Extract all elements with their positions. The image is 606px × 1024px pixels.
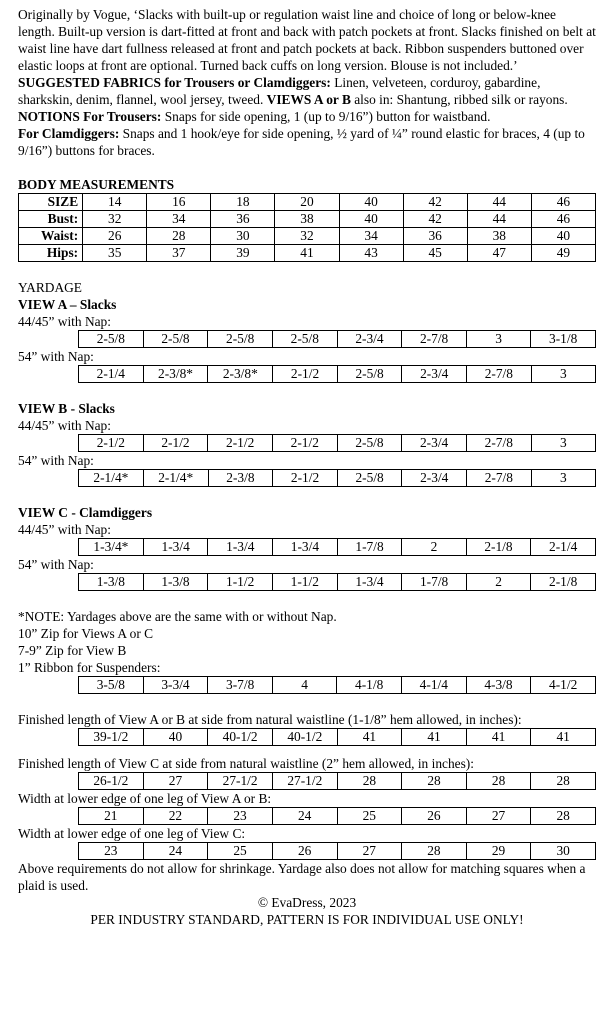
yardage-cell: 2 <box>402 539 466 556</box>
yardage-cell: 2-3/4 <box>337 331 402 348</box>
fabrics-label: SUGGESTED FABRICS for Trousers or Clamdiggers: <box>18 75 331 90</box>
yardage-cell: 28 <box>466 773 531 790</box>
body-measurements-title: BODY MEASUREMENTS <box>18 177 175 192</box>
body-measurements-cell: 18 <box>211 194 275 211</box>
yardage-cell: 1-7/8 <box>402 574 467 591</box>
zip-views-a-c: 10” Zip for Views A or C <box>18 626 154 641</box>
yardage-cell: 2-1/2 <box>273 366 338 383</box>
yardage-cell: 2-1/2 <box>272 435 337 452</box>
width-ab-table <box>78 807 596 825</box>
yardage-cell: 4-1/8 <box>337 677 402 694</box>
body-measurements-cell: 43 <box>339 245 403 262</box>
body-measurements-cell: 42 <box>403 194 467 211</box>
body-measurements-table <box>18 193 596 262</box>
body-measurements-cell: 36 <box>211 211 275 228</box>
yardage-cell: 27-1/2 <box>272 773 337 790</box>
yardage-row <box>79 470 596 487</box>
yardage-cell: 26 <box>402 808 467 825</box>
yardage-cell: 2-1/8 <box>531 574 596 591</box>
yardage-row <box>79 435 596 452</box>
notions-text: Snaps for side opening, 1 (up to 9/16”) button for waistband. <box>161 109 491 124</box>
body-measurements-row-label: SIZE <box>19 194 83 211</box>
body-measurements-cell: 46 <box>531 211 595 228</box>
yardage-title: YARDAGE <box>18 280 82 295</box>
yardage-cell: 2-7/8 <box>467 470 532 487</box>
body-measurements-cell: 40 <box>339 211 403 228</box>
yardage-cell: 41 <box>531 729 596 746</box>
yardage-cell: 26-1/2 <box>79 773 144 790</box>
yardage-cell: 2-1/4 <box>531 539 596 556</box>
finished-length-c-table <box>78 772 596 790</box>
body-measurements-cell: 44 <box>467 211 531 228</box>
body-measurements-cell: 45 <box>403 245 467 262</box>
copyright: © EvaDress, 2023 <box>257 895 357 910</box>
view-a-title: VIEW A – Slacks <box>18 297 117 312</box>
clamdiggers-text: Snaps and 1 hook/eye for side opening, ½ yard of ¼” round elastic for braces, 4 (up to 9/16”) buttons for braces. <box>18 126 585 158</box>
yardage-cell: 2-7/8 <box>467 366 532 383</box>
view-b-width2-label: 54” with Nap: <box>18 453 94 468</box>
yardage-row <box>79 843 596 860</box>
nap-note: *NOTE: Yardages above are the same with or without Nap. <box>18 609 337 624</box>
yardage-cell: 1-7/8 <box>337 539 402 556</box>
width-ab-label: Width at lower edge of one leg of View A or B: <box>18 791 272 806</box>
yardage-cell: 40-1/2 <box>208 729 273 746</box>
finished-length-ab-table <box>78 728 596 746</box>
yardage-cell: 2-7/8 <box>402 331 467 348</box>
yardage-cell: 2-5/8 <box>79 331 144 348</box>
yardage-cell: 23 <box>208 808 273 825</box>
yardage-cell: 2-5/8 <box>337 366 402 383</box>
view-c-width1-label: 44/45” with Nap: <box>18 522 111 537</box>
yardage-cell: 1-3/4* <box>79 539 144 556</box>
yardage-cell: 1-3/4 <box>273 539 338 556</box>
view-a-width2-label: 54” with Nap: <box>18 349 94 364</box>
yardage-cell: 2 <box>466 574 530 591</box>
yardage-cell: 2-3/4 <box>402 435 467 452</box>
body-measurements-cell: 34 <box>339 228 403 245</box>
clamdiggers-paragraph <box>18 125 596 159</box>
yardage-cell: 1-1/2 <box>208 574 273 591</box>
yardage-cell: 1-3/8 <box>79 574 144 591</box>
width-c-label: Width at lower edge of one leg of View C: <box>18 826 246 841</box>
intro-text: Originally by Vogue, ‘Slacks with built-up or regulation waist line and choice of long or below-knee length. Built-up version is dart-fitted at front and back with patch pockets at front. Slacks finished on belt at waist line have dart fullness released at front and patch pockets at back. Ribbon suspenders buttoned over elastic loops at front are optional. Turned back cuffs on long version. Blouse is not included.’ <box>18 7 596 73</box>
yardage-cell: 28 <box>402 773 467 790</box>
body-measurements-cell: 26 <box>83 228 147 245</box>
ribbon-table <box>78 676 596 694</box>
yardage-cell: 27 <box>143 773 208 790</box>
body-measurements-cell: 39 <box>211 245 275 262</box>
zip-view-b: 7-9” Zip for View B <box>18 643 127 658</box>
yardage-cell: 28 <box>337 773 402 790</box>
yardage-cell: 2-3/4 <box>402 470 467 487</box>
yardage-cell: 24 <box>272 808 337 825</box>
view-b-title: VIEW B - Slacks <box>18 401 115 416</box>
body-measurements-cell: 38 <box>467 228 531 245</box>
body-measurements-cell: 46 <box>531 194 595 211</box>
yardage-cell: 27 <box>466 808 531 825</box>
yardage-cell: 2-5/8 <box>337 470 402 487</box>
yardage-cell: 2-5/8 <box>272 331 337 348</box>
view-c-width2-label: 54” with Nap: <box>18 557 94 572</box>
yardage-cell: 1-1/2 <box>272 574 337 591</box>
yardage-cell: 2-5/8 <box>337 435 402 452</box>
yardage-cell: 2-5/8 <box>143 331 208 348</box>
yardage-cell: 21 <box>79 808 144 825</box>
width-c-table <box>78 842 596 860</box>
yardage-cell: 2-3/8* <box>143 366 208 383</box>
yardage-cell: 2-3/4 <box>402 366 467 383</box>
yardage-cell: 1-3/8 <box>143 574 208 591</box>
yardage-cell: 22 <box>143 808 208 825</box>
view-c-title: VIEW C - Clamdiggers <box>18 505 153 520</box>
body-measurements-row <box>19 245 596 262</box>
yardage-cell: 3-1/8 <box>531 331 596 348</box>
yardage-cell: 1-3/4 <box>337 574 402 591</box>
body-measurements-cell: 49 <box>531 245 595 262</box>
yardage-cell: 4-3/8 <box>466 677 531 694</box>
yardage-row <box>79 574 596 591</box>
yardage-row <box>79 773 596 790</box>
fabrics-views-label: VIEWS A or B <box>266 92 351 107</box>
body-measurements-cell: 20 <box>275 194 339 211</box>
yardage-cell: 2-1/4 <box>79 366 144 383</box>
body-measurements-cell: 32 <box>275 228 339 245</box>
view-b-width1-label: 44/45” with Nap: <box>18 418 111 433</box>
yardage-cell: 27-1/2 <box>208 773 273 790</box>
finished-length-c-label: Finished length of View C at side from natural waistline (2” hem allowed, in inches): <box>18 756 474 771</box>
body-measurements-cell: 34 <box>147 211 211 228</box>
body-measurements-cell: 42 <box>403 211 467 228</box>
body-measurements-cell: 14 <box>83 194 147 211</box>
yardage-cell: 39-1/2 <box>79 729 144 746</box>
yardage-cell: 3 <box>531 366 595 383</box>
yardage-cell: 41 <box>337 729 402 746</box>
body-measurements-cell: 28 <box>147 228 211 245</box>
finished-length-ab-label: Finished length of View A or B at side from natural waistline (1-1/8” hem allowed, in inches): <box>18 712 522 727</box>
yardage-cell: 4-1/2 <box>531 677 596 694</box>
yardage-cell: 2-1/8 <box>466 539 531 556</box>
yardage-cell: 1-3/4 <box>208 539 273 556</box>
yardage-cell: 41 <box>402 729 467 746</box>
yardage-row <box>79 808 596 825</box>
body-measurements-cell: 30 <box>211 228 275 245</box>
fabrics-text: Linen, velveteen, corduroy, gabardine, sharkskin, denim, flannel, wool jersey, tweed. <box>18 75 541 107</box>
yardage-cell: 2-1/2 <box>79 435 144 452</box>
body-measurements-row-label: Waist: <box>19 228 83 245</box>
yardage-row <box>79 331 596 348</box>
body-measurements-row-label: Hips: <box>19 245 83 262</box>
body-measurements-cell: 40 <box>531 228 595 245</box>
body-measurements-row <box>19 194 596 211</box>
yardage-cell: 23 <box>79 843 144 860</box>
yardage-cell: 3 <box>531 435 595 452</box>
yardage-cell: 2-5/8 <box>208 331 273 348</box>
fabrics-views-text: also in: Shantung, ribbed silk or rayons. <box>350 92 568 107</box>
view-b-width1-table <box>78 434 596 452</box>
yardage-cell: 26 <box>272 843 337 860</box>
notions-paragraph <box>18 108 596 125</box>
industry-standard-notice: PER INDUSTRY STANDARD, PATTERN IS FOR INDIVIDUAL USE ONLY! <box>90 912 524 927</box>
yardage-cell: 2-1/2 <box>143 435 208 452</box>
yardage-row <box>79 677 596 694</box>
yardage-cell: 28 <box>531 808 596 825</box>
yardage-cell: 28 <box>531 773 596 790</box>
body-measurements-cell: 41 <box>275 245 339 262</box>
yardage-cell: 4-1/4 <box>401 677 466 694</box>
body-measurements-cell: 47 <box>467 245 531 262</box>
yardage-cell: 2-1/4* <box>79 470 144 487</box>
body-measurements-cell: 37 <box>147 245 211 262</box>
body-measurements-cell: 38 <box>275 211 339 228</box>
yardage-cell: 24 <box>143 843 208 860</box>
yardage-cell: 2-1/4* <box>143 470 208 487</box>
shrinkage-note: Above requirements do not allow for shrinkage. Yardage also does not allow for matching squares when a plaid is used. <box>18 861 586 893</box>
yardage-cell: 40-1/2 <box>272 729 337 746</box>
body-measurements-cell: 40 <box>339 194 403 211</box>
yardage-cell: 2-1/2 <box>208 435 273 452</box>
view-a-width1-table <box>78 330 596 348</box>
yardage-cell: 2-3/8* <box>208 366 273 383</box>
yardage-cell: 3 <box>466 331 530 348</box>
notions-label: NOTIONS For Trousers: <box>18 109 162 124</box>
yardage-cell: 28 <box>402 843 467 860</box>
yardage-row <box>79 539 596 556</box>
body-measurements-cell: 44 <box>467 194 531 211</box>
yardage-cell: 40 <box>143 729 208 746</box>
yardage-cell: 2-7/8 <box>466 435 531 452</box>
view-b-width2-table <box>78 469 596 487</box>
yardage-cell: 1-3/4 <box>143 539 208 556</box>
view-a-width2-table <box>78 365 596 383</box>
yardage-cell: 25 <box>208 843 273 860</box>
yardage-row <box>79 729 596 746</box>
body-measurements-row-label: Bust: <box>19 211 83 228</box>
view-c-width2-table <box>78 573 596 591</box>
yardage-cell: 3 <box>531 470 595 487</box>
body-measurements-cell: 36 <box>403 228 467 245</box>
yardage-cell: 2-3/8 <box>208 470 273 487</box>
fabrics-paragraph <box>18 74 596 108</box>
yardage-cell: 30 <box>531 843 596 860</box>
ribbon-label: 1” Ribbon for Suspenders: <box>18 660 161 675</box>
body-measurements-cell: 16 <box>147 194 211 211</box>
yardage-cell: 25 <box>337 808 402 825</box>
yardage-cell: 3-3/4 <box>143 677 208 694</box>
clamdiggers-label: For Clamdiggers: <box>18 126 120 141</box>
body-measurements-row <box>19 211 596 228</box>
body-measurements-row <box>19 228 596 245</box>
view-c-width1-table <box>78 538 596 556</box>
yardage-cell: 3-5/8 <box>79 677 144 694</box>
body-measurements-cell: 32 <box>83 211 147 228</box>
yardage-cell: 2-1/2 <box>273 470 338 487</box>
yardage-cell: 27 <box>337 843 402 860</box>
yardage-cell: 41 <box>466 729 531 746</box>
body-measurements-cell: 35 <box>83 245 147 262</box>
yardage-cell: 3-7/8 <box>208 677 273 694</box>
view-a-width1-label: 44/45” with Nap: <box>18 314 111 329</box>
yardage-cell: 4 <box>272 677 336 694</box>
yardage-cell: 29 <box>466 843 531 860</box>
yardage-row <box>79 366 596 383</box>
